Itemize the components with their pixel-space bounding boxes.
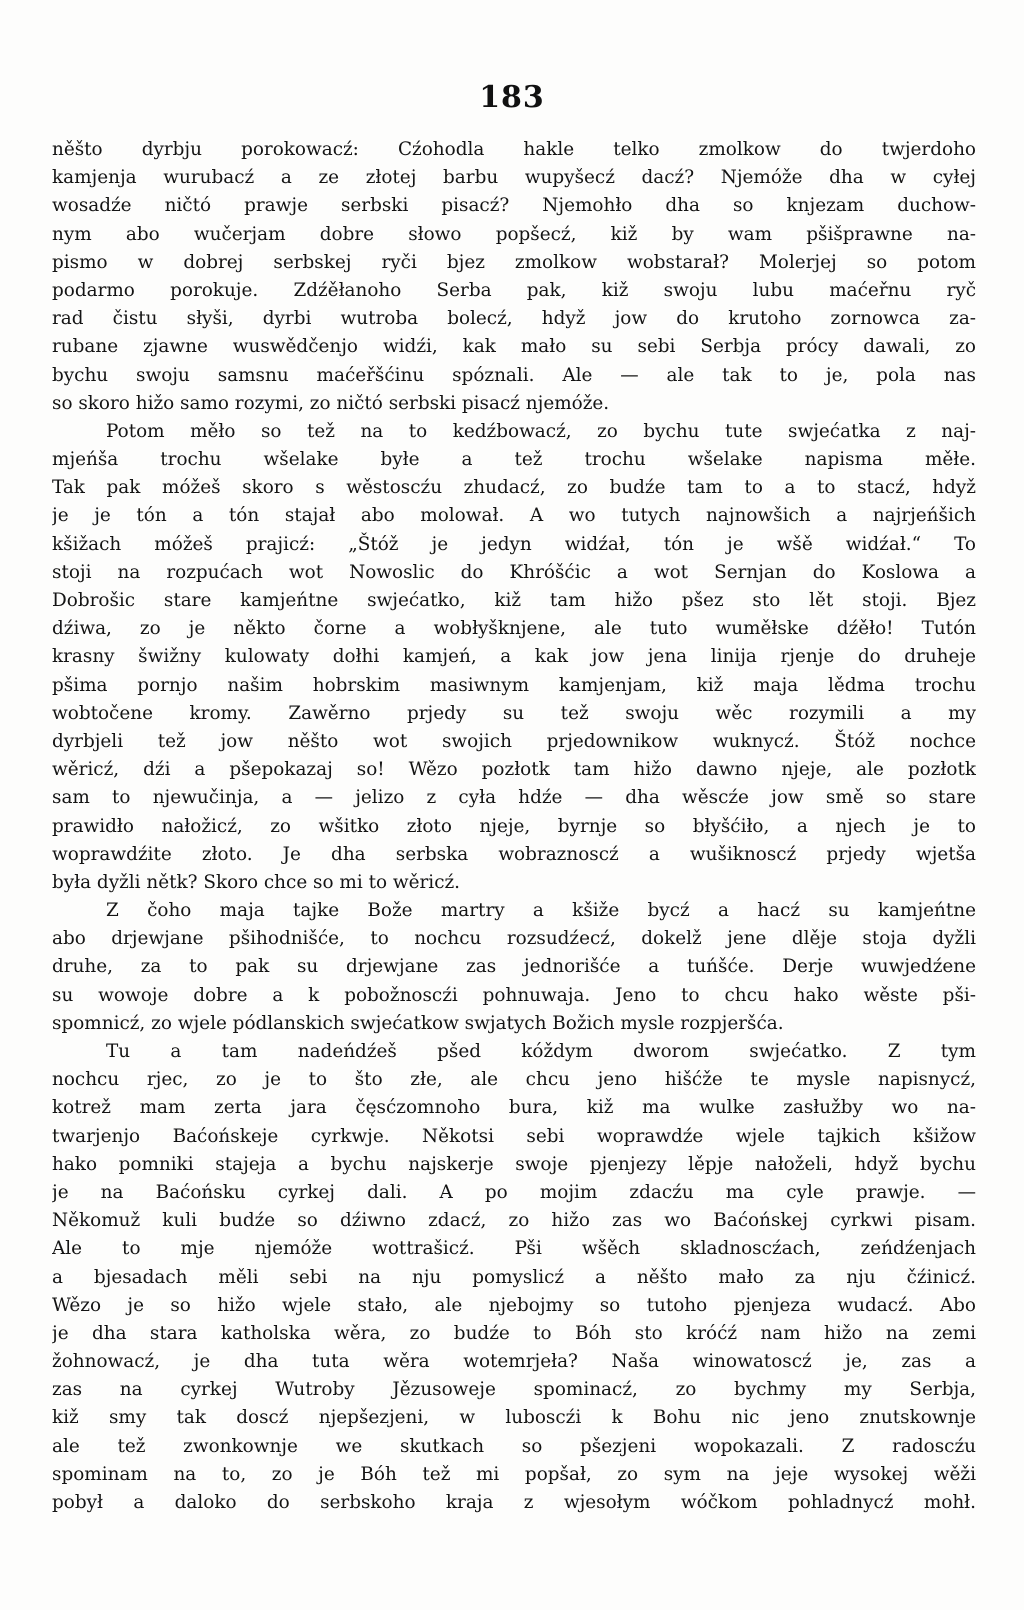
- text-line: [52, 1517, 976, 1545]
- text-line: so skoro hižo samo rozymi, zo ničtó serbski pisacź njemóže.: [52, 392, 610, 414]
- text-line: nochcu rjec, zo je to što złe, ale chcu jeno hišćže te mysle napisnycź,: [52, 1069, 976, 1091]
- text-line: žohnowacź, je dha tuta wěra wotemrjeła? Naša winowatoscź je, zas a: [52, 1351, 976, 1373]
- text-line: kamjenja wurubacź a ze złotej barbu wupyšecź dacź? Njemóže dha w cyłej: [52, 167, 976, 189]
- page-number: 183: [479, 80, 545, 115]
- text-line: hako pomniki stajeja a bychu najskerje swoje pjenjezy lěpje nałoželi, hdyž bychu: [52, 1153, 976, 1175]
- text-line: wobtočene kromy. Zawěrno prjedy su tež swoju wěc rozymili a my: [52, 702, 976, 724]
- text-line: a bjesadach měli sebi na nju pomyslicź a něšto mało za nju čźinicź.: [52, 1266, 976, 1288]
- body-text: [52, 136, 976, 1545]
- text-line: dźiwa, zo je někto čorne a wobłyšknjene, ale tuto wuměłske dźěło! Tutón: [52, 618, 976, 640]
- text-line: spomnicź, zo wjele pódlanskich swjećatkow swjatych Božich mysle rozpjeršća.: [52, 1012, 784, 1034]
- text-line: je je tón a tón stajał abo molował. A wo tutych najnowšich a najrjeńšich: [52, 505, 976, 527]
- text-line: podarmo porokuje. Zdźěłanoho Serba pak, kiž swoju lubu maćeřnu ryč: [52, 279, 976, 301]
- text-line: Ale to mje njemóže wottrašicź. Pši wšěch skladnoscźach, zeńdźenjach: [52, 1238, 976, 1260]
- text-line: Z čoho maja tajke Bože martry a kšiže bycź a hacź su kamjeńtne: [106, 900, 976, 922]
- text-line: kotrež mam zerta jara čęsćzomnoho bura, kiž ma wulke zasłužby wo na-: [52, 1097, 976, 1119]
- text-line: nym abo wučerjam dobre słowo popšecź, kiž by wam pšišprawne na-: [52, 223, 976, 245]
- text-line: stoji na rozpućach wot Nowoslic do Khróšćic a wot Sernjan do Koslowa a: [52, 561, 976, 583]
- text-line: je dha stara katholska wěra, zo budźe to Bóh sto króćź nam hižo na zemi: [52, 1322, 976, 1344]
- text-line: su wowoje dobre a k pobožnoscźi pohnuwaja. Jeno to chcu hako wěste pši-: [52, 984, 976, 1006]
- text-line: něšto dyrbju porokowacź: Cźohodla hakle telko zmolkow do twjerdoho: [52, 139, 976, 160]
- text-line: Dobrošic stare kamjeńtne swjećatko, kiž tam hižo pšez sto lět stoji. Bjez: [52, 590, 976, 611]
- text-line: kiž smy tak doscź njepšezjeni, w luboscźi k Bohu nic jeno znutskownje: [52, 1407, 976, 1429]
- text-line: ale tež zwonkownje we skutkach so pšezjeni wopokazali. Z radoscźu: [52, 1435, 976, 1457]
- text-line: spominam na to, zo je Bóh tež mi popšał, zo sym na jeje wysokej wěži: [52, 1463, 976, 1485]
- text-line: Někomuž kuli budźe so dźiwno zdacź, zo hižo zas wo Baćońskej cyrkwi pisam.: [52, 1210, 976, 1232]
- text-line: była dyžli nětk? Skoro chce so mi to wěricź.: [52, 871, 461, 893]
- text-line: rubane zjawne wuswědčenjo widźi, kak mało su sebi Serbja prócy dawali, zo: [52, 336, 976, 358]
- text-line: wěricź, dźi a pšepokazaj so! Wězo pozłotk tam hižo dawno njeje, ale pozłotk: [52, 759, 976, 781]
- text-line: abo drjewjane pšihodnišće, to nochcu rozsudźecź, dokelž jene dlěje stoja dyžli: [52, 928, 976, 950]
- text-line: pšima pornjo našim hobrskim masiwnym kamjenjam, kiž maja lědma trochu: [52, 674, 976, 696]
- text-line: kšižach móžeš prajicź: „Štóž je jedyn widźał, tón je wšě widźał.“ To: [52, 533, 976, 555]
- text-line: rad čistu słyši, dyrbi wutroba bolecź, hdyž jow do krutoho zornowca za-: [52, 308, 976, 330]
- text-line: Tak pak móžeš skoro s wěstoscźu zhudacź, zo budźe tam to a to stacź, hdyž: [52, 477, 976, 499]
- text-line: prawidło nałožicź, zo wšitko złoto njeje, byrnje so błyšćiło, a njech je to: [52, 815, 976, 837]
- text-line: druhe, za to pak su drjewjane zas jednorišće a tuńšće. Derje wuwjedźene: [52, 956, 976, 978]
- text-line: Potom měło so tež na to kedźbowacź, zo bychu tute swjećatka z naj-: [106, 420, 976, 442]
- text-line: wosadźe ničtó prawje serbski pisacź? Njemohło dha so knjezam duchow-: [52, 195, 976, 217]
- text-line: woprawdźite złoto. Je dha serbska wobraznoscź a wušiknoscź prjedy wjetša: [52, 843, 976, 865]
- text-line: mjeńša trochu wšelake byłe a tež trochu wšelake napisma měłe.: [52, 449, 976, 471]
- text-line: pobył a daloko do serbskoho kraja z wjesołym wóčkom pohladnycź mohł.: [52, 1492, 976, 1513]
- text-line: Tu a tam nadeńdźeš pšed kóždym dworom swjećatko. Z tym: [106, 1041, 976, 1062]
- text-line: zas na cyrkej Wutroby Jězusoweje spominacź, zo bychmy my Serbja,: [52, 1379, 976, 1401]
- text-line: sam to njewučinja, a — jelizo z cyła hdźe — dha wěscźe jow smě so stare: [52, 787, 976, 809]
- text-line: twarjenjo Baćońskeje cyrkwje. Někotsi sebi woprawdźe wjele tajkich kšižow: [52, 1125, 976, 1147]
- text-line: bychu swoju samsnu maćeřšćinu spóznali. Ale — ale tak to je, pola nas: [52, 364, 976, 386]
- text-line: dyrbjeli tež jow něšto wot swojich prjedownikow wuknycź. Štóž nochce: [52, 730, 976, 752]
- text-line: je na Baćońsku cyrkej dali. A po mojim zdacźu ma cyle prawje. —: [52, 1181, 976, 1203]
- text-line: pismo w dobrej serbskej ryči bjez zmolkow wobstarał? Molerjej so potom: [52, 251, 976, 273]
- text-line: krasny šwižny kulowaty dołhi kamjeń, a kak jow jena linija rjenje do druheje: [52, 646, 976, 668]
- text-line: Wězo je so hižo wjele stało, ale njebojmy so tutoho pjenjeza wudacź. Abo: [52, 1294, 976, 1316]
